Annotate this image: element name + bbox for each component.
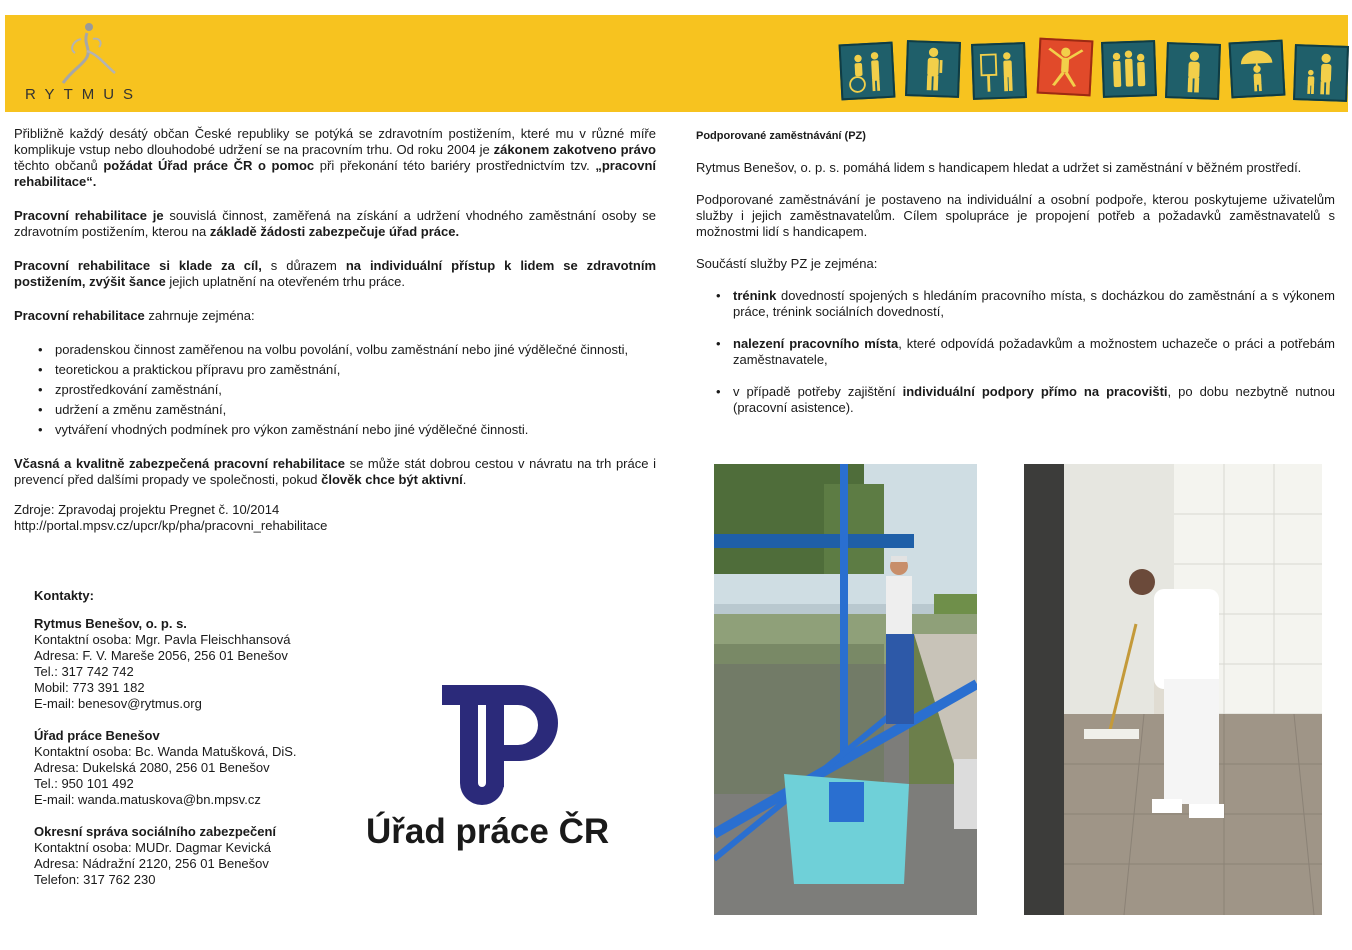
contact-block-rytmus [34, 616, 354, 712]
includes-paragraph: Pracovní rehabilitace zahrnuje zejména: [14, 308, 255, 323]
header-banner [5, 15, 1348, 112]
walking-man-icon [905, 40, 961, 98]
list-item: • udržení a změnu zaměstnání, [38, 402, 656, 418]
contact-line: Telefon: 317 762 230 [34, 872, 156, 887]
seated-person-icon [1165, 42, 1221, 100]
source-line: Zdroje: Zpravodaj projektu Pregnet č. 10/2014 [14, 502, 280, 517]
list-item: • vytváření vhodných podmínek pro výkon zaměstnání nebo jiné výdělečné činnosti. [38, 422, 656, 438]
section-title: Podporované zaměstnávání (PZ) [696, 130, 866, 142]
contact-title: Úřad práce Benešov [34, 728, 160, 743]
contact-title: Rytmus Benešov, o. p. s. [34, 616, 187, 631]
contact-line: Kontaktní osoba: Mgr. Pavla Fleischhansová [34, 632, 291, 647]
list-item: • v případě potřeby zajištění individuální podpory přímo na pracovišti, po dobu nezbytně nutnou (pracovní asistence). [716, 384, 1335, 416]
contacts-section [34, 588, 354, 904]
floor-mopping-photo [1024, 464, 1322, 915]
contact-line: Adresa: Dukelská 2080, 256 01 Benešov [34, 760, 270, 775]
rehabilitation-column [14, 126, 656, 534]
fence-painting-photo [714, 464, 977, 915]
parent-child-icon [1293, 44, 1349, 102]
contact-line: E-mail: wanda.matuskova@bn.mpsv.cz [34, 792, 261, 807]
logo-text: RYTMUS [25, 86, 143, 103]
intro-paragraph: Přibližně každý desátý občan České republiky se potýká se zdravotním postižením, které mu v různé míře komplikuje vstup nebo dlouhodobé udržení se na pracovním trhu. Od roku 2004 je zákonem zakotveno právo těchto občanů požádat Úřad práce ČR o pomoc při překonání této bariéry prostřednictvím tzv. „pracovní rehabilitace“. [14, 126, 657, 189]
contact-line: Tel.: 950 101 492 [34, 776, 134, 791]
supported-employment-column [696, 128, 1335, 432]
dancer-logo-icon [53, 21, 123, 91]
wheelchair-people-icon [839, 42, 896, 101]
up-name: Úřad práce ČR [366, 812, 610, 851]
includes-list [38, 342, 656, 438]
jumping-person-icon [1037, 38, 1094, 97]
rytmus-logo [25, 21, 165, 109]
list-item: • nalezení pracovního místa, které odpovídá požadavkům a možnostem uchazeče o práci a potřebám zaměstnavatele, [716, 336, 1335, 368]
definition-paragraph: Pracovní rehabilitace je souvislá činnost, zaměřená na získání a udržení vhodného zaměstnání osoby se zdravotním postižením, kterou na základě žádosti zabezpečuje úřad práce. [14, 208, 657, 239]
contact-block-urad-prace [34, 728, 354, 808]
paragraph: Podporované zaměstnávání je postaveno na individuální a osobní podpoře, kterou poskytujeme uživatelům služby i jejich zaměstnavatelům. Cílem spolupráce je propojení potřeb a požadavků zaměstnavatelů s možnostmi lidí s handicapem. [696, 192, 1335, 239]
list-item: • teoretickou a praktickou přípravu pro zaměstnání, [38, 362, 656, 378]
contact-line: Tel.: 317 742 742 [34, 664, 134, 679]
contact-line: Adresa: Nádražní 2120, 256 01 Benešov [34, 856, 269, 871]
painter-easel-icon [971, 42, 1027, 100]
contact-block-ossz [34, 824, 354, 888]
paragraph: Rytmus Benešov, o. p. s. pomáhá lidem s handicapem hledat a udržet si zaměstnání v běžném prostředí. [696, 160, 1302, 175]
group-people-icon [1101, 40, 1157, 98]
contact-line: Kontaktní osoba: Bc. Wanda Matušková, DiS. [34, 744, 297, 759]
list-item: • poradenskou činnost zaměřenou na volbu povolání, volbu zaměstnání nebo jiné výdělečné činnosti, [38, 342, 656, 358]
list-item: • trénink dovedností spojených s hledáním pracovního místa, s docházkou do zaměstnání a s výkonem práce, trénink sociálních dovedností, [716, 288, 1335, 320]
contact-line: Adresa: F. V. Mareše 2056, 256 01 Benešov [34, 648, 288, 663]
contact-line: Mobil: 773 391 182 [34, 680, 145, 695]
up-logo-icon [440, 683, 562, 810]
contacts-heading: Kontakty: [34, 588, 94, 603]
goal-paragraph: Pracovní rehabilitace si klade za cíl, s důrazem na individuální přístup k lidem se zdravotním postižením, zvýšit šance jejich uplatnění na otevřeném trhu práce. [14, 258, 656, 289]
list-item: • zprostředkování zaměstnání, [38, 382, 656, 398]
services-list [716, 288, 1335, 416]
contact-title: Okresní správa sociálního zabezpečení [34, 824, 277, 839]
sources [14, 502, 656, 534]
timely-paragraph: Včasná a kvalitně zabezpečená pracovní rehabilitace se může stát dobrou cestou v návratu na trh práce i prevencí před dalšími propady ve společnosti, pokud člověk chce být aktivní. [14, 456, 656, 487]
umbrella-person-icon [1229, 40, 1286, 99]
source-url: http://portal.mpsv.cz/upcr/kp/pha/pracovni_rehabilitace [14, 518, 328, 533]
paragraph: Součástí služby PZ je zejména: [696, 256, 878, 271]
contact-line: Kontaktní osoba: MUDr. Dagmar Kevická [34, 840, 271, 855]
contact-line: E-mail: benesov@rytmus.org [34, 696, 202, 711]
